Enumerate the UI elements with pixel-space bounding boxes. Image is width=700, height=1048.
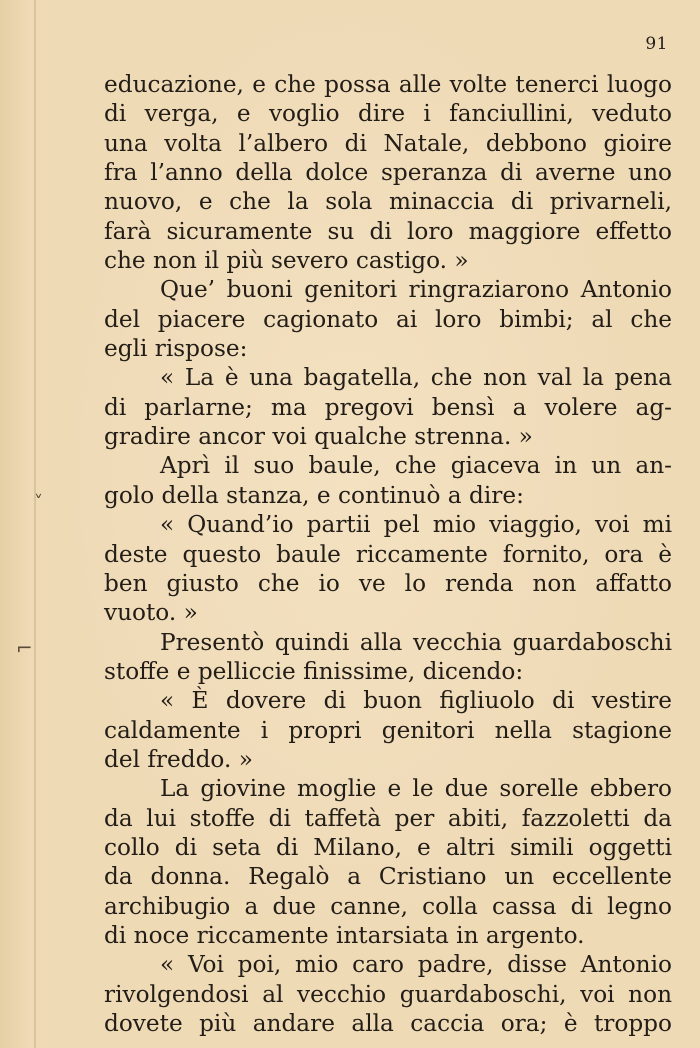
text-line: Que’ buoni genitori ringraziarono Antonio: [160, 276, 672, 304]
text-line: dovete più andare alla caccia ora; è troppo: [104, 1010, 672, 1037]
text-line: fra l’anno della dolce speranza di averne uno: [104, 159, 672, 187]
text-line: Presentò quindi alla vecchia guardaboschi: [160, 628, 672, 656]
page-number: 91: [645, 34, 668, 54]
text-line: stoffe e pelliccie finissime, dicendo:: [104, 657, 524, 685]
text-line: che non il più severo castigo. »: [104, 247, 469, 275]
text-line: gradire ancor voi qualche strenna. »: [104, 423, 533, 451]
text-line: vuoto. »: [104, 599, 198, 627]
margin-pencil-mark: ⌐: [16, 636, 33, 660]
text-line: di verga, e voglio dire i fanciullini, veduto: [104, 100, 672, 128]
text-line: deste questo baule riccamente fornito, ora è: [104, 540, 672, 568]
body-text: [104, 70, 672, 1038]
text-line: golo della stanza, e continuò a dire:: [104, 481, 524, 509]
page-gutter-shadow: [34, 0, 36, 1048]
margin-pencil-mark: ˅: [34, 492, 43, 513]
text-line: da donna. Regalò a Cristiano un eccellente: [104, 863, 672, 891]
text-line: nuovo, e che la sola minaccia di privarneli,: [104, 188, 672, 216]
text-line: di noce riccamente intarsiata in argento.: [104, 921, 585, 949]
text-line: caldamente i propri genitori nella stagione: [104, 716, 672, 744]
text-line: di parlarne; ma pregovi bensì a volere ag-: [104, 393, 672, 421]
text-line: archibugio a due canne, colla cassa di legno: [104, 892, 672, 920]
text-line: egli rispose:: [104, 335, 248, 363]
text-line: « Quand’io partii pel mio viaggio, voi mi: [160, 511, 672, 539]
text-line: Aprì il suo baule, che giaceva in un an-: [160, 452, 672, 480]
text-line: rivolgendosi al vecchio guardaboschi, voi non: [104, 980, 672, 1008]
text-line: « È dovere di buon figliuolo di vestire: [160, 687, 672, 715]
text-line: « La è una bagatella, che non val la pena: [160, 364, 672, 392]
text-line: del freddo. »: [104, 745, 253, 773]
text-line: « Voi poi, mio caro padre, disse Antonio: [160, 951, 672, 979]
text-line: da lui stoffe di taffetà per abiti, fazzoletti da: [104, 804, 672, 832]
text-line: La giovine moglie e le due sorelle ebbero: [160, 775, 672, 803]
text-line: una volta l’albero di Natale, debbono gioire: [104, 129, 672, 157]
text-line: collo di seta di Milano, e altri simili oggetti: [104, 833, 672, 861]
text-line: del piacere cagionato ai loro bimbi; al che: [104, 305, 672, 333]
text-line: ben giusto che io ve lo renda non affatto: [104, 569, 672, 597]
text-line: educazione, e che possa alle volte tenerci luogo: [104, 71, 672, 98]
text-line: farà sicuramente su di loro maggiore effetto: [104, 217, 672, 245]
